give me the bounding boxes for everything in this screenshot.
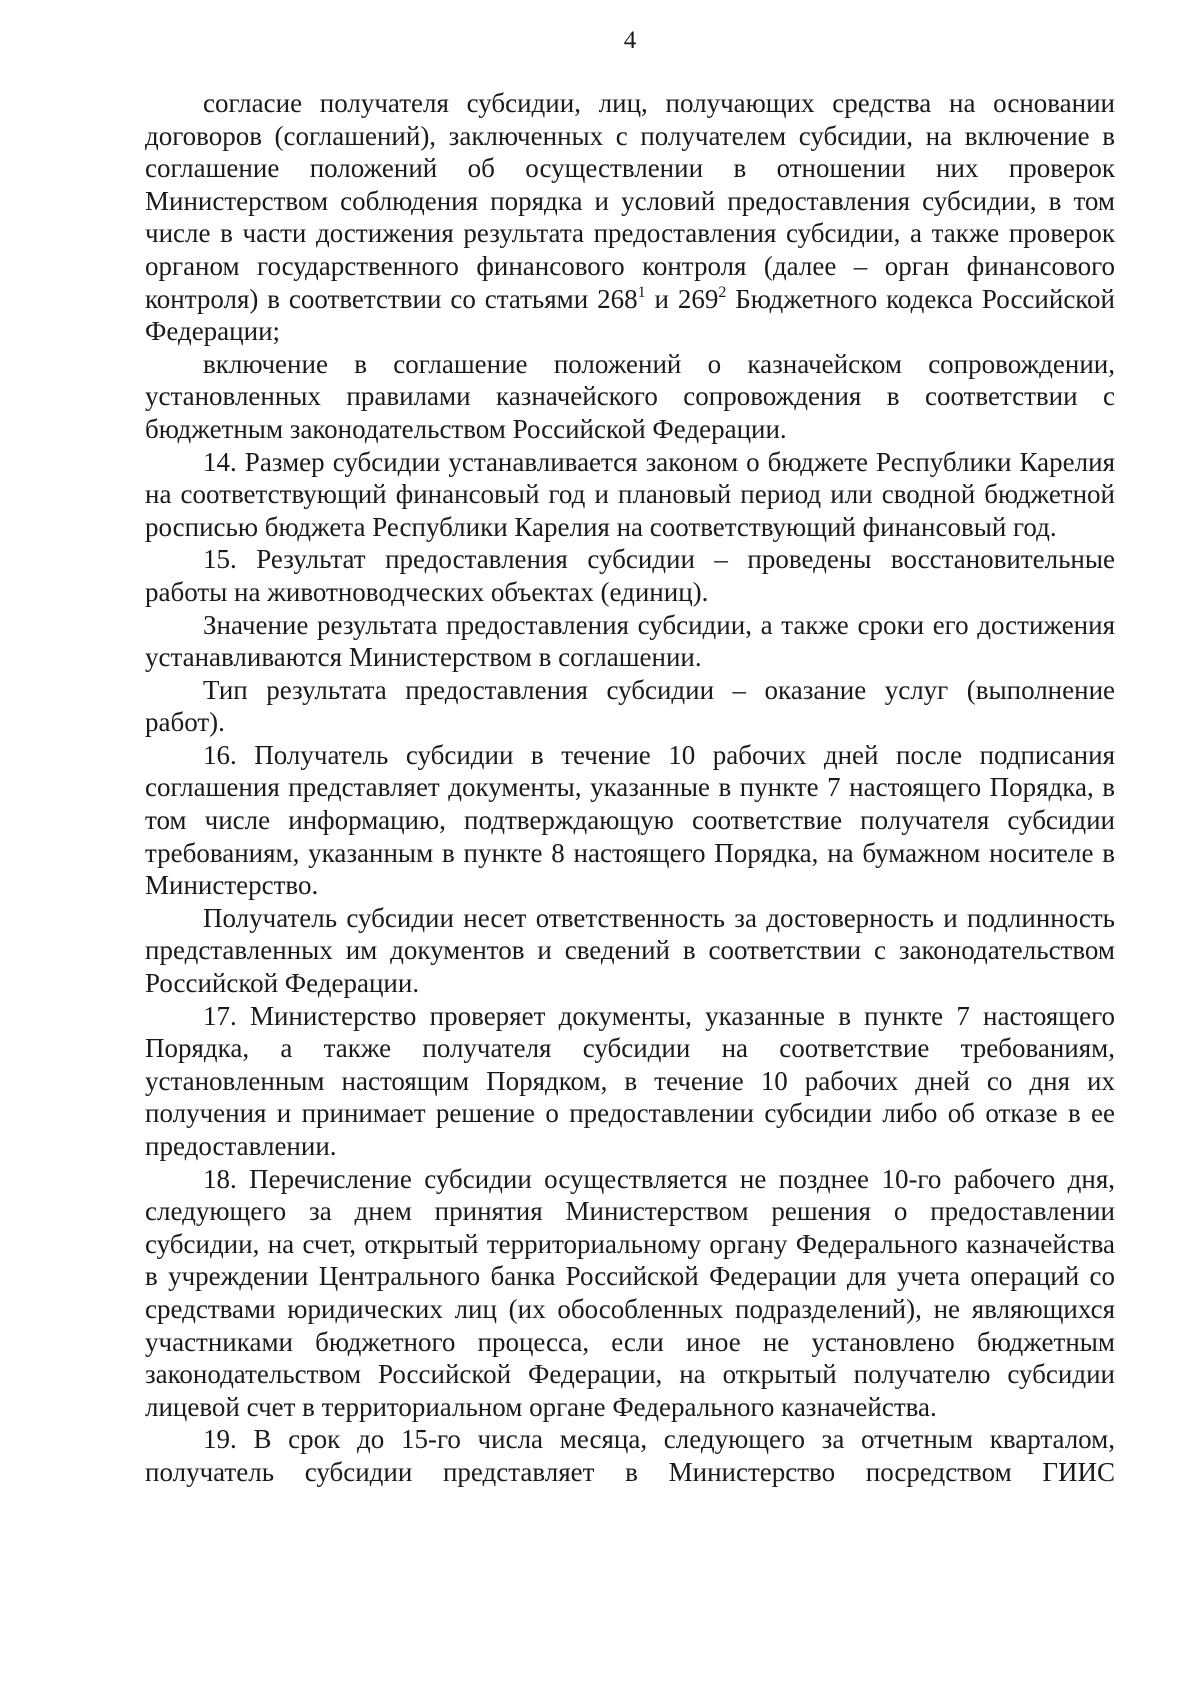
footnote-superscript: 1 (637, 283, 646, 301)
paragraph-text: 18. Перечисление субсидии осуществляется не позднее 10-го рабочего дня, следующего за днем принятия Министерством решения о предоставлении субсидии, на счет, открытый территориальному органу Федерального казначейства в учреждении Центрального банка Российской Федерации для учета операций со средствами юридических лиц (их обособленных подразделений), не являющихся участниками бюджетного процесса, если иное не установлено бюджетным законодательством Российской Федерации, на открытый получателю субсидии лицевой счет в территориальном органе Федерального казначейства. (145, 1163, 1115, 1422)
paragraph (145, 446, 1115, 544)
paragraph (145, 348, 1115, 446)
paragraph (145, 1423, 1115, 1488)
paragraph-text: и 269 (645, 283, 719, 314)
paragraph-text: включение в соглашение положений о казначейском сопровождении, установленных правилами казначейского сопровождения в соответствии с бюджетным законодательством Российской Федерации. (145, 348, 1115, 444)
paragraph-text: Бюджетного кодекса Российской Федерации; (145, 283, 1115, 347)
paragraph-text: Получатель субсидии несет ответственность за достоверность и подлинность представленных им документов и сведений в соответствии с законодательством Российской Федерации. (145, 902, 1115, 999)
paragraph-text: согласие получателя субсидии, лиц, получающих средства на основании договоров (соглашений), заключенных с получателем субсидии, на включение в соглашение положений об осуществлении в отношении них проверок Министерством соблюдения порядка и условий предоставления субсидии, в том числе в части достижения результата предоставления субсидии, а также проверок органом государственного финансового контроля (далее – орган финансового контроля) в соответствии со статьями 268 (145, 88, 1115, 314)
paragraph (145, 87, 1115, 348)
paragraph-text: 17. Министерство проверяет документы, указанные в пункте 7 настоящего Порядка, а также получателя субсидии на соответствие требованиям, установленным настоящим Порядком, в течение 10 рабочих дней со дня их получения и принимает решение о предоставлении субсидии либо об отказе в ее предоставлении. (145, 1000, 1115, 1161)
paragraph-text: Значение результата предоставления субсидии, а также сроки его достижения устанавливаются Министерством в соглашении. (145, 609, 1115, 673)
paragraph (145, 739, 1115, 902)
paragraph-text: 16. Получатель субсидии в течение 10 рабочих дней после подписания соглашения представляет документы, указанные в пункте 7 настоящего Порядка, в том числе информацию, подтверждающую соответствие получателя субсидии требованиям, указанным в пункте 8 настоящего Порядка, на бумажном носителе в Министерство. (145, 739, 1115, 901)
paragraph (145, 902, 1115, 1000)
paragraph-text: 19. В срок до 15-го числа месяца, следующего за отчетным кварталом, получатель субсидии представляет в Министерство посредством ГИИС (145, 1424, 1115, 1487)
paragraph (145, 1163, 1115, 1424)
paragraph (145, 543, 1115, 608)
page-number: 4 (623, 27, 637, 54)
paragraph-text: 14. Размер субсидии устанавливается законом о бюджете Республики Карелия на соответствующий финансовый год и плановый период или сводной бюджетной росписью бюджета Республики Карелия на соответствующий финансовый год. (145, 446, 1115, 542)
document-body (145, 87, 1115, 1489)
paragraph (145, 674, 1115, 739)
paragraph-text: 15. Результат предоставления субсидии – проведены восстановительные работы на животноводческих объектах (единиц). (145, 544, 1115, 607)
paragraph (145, 609, 1115, 674)
paragraph (145, 1000, 1115, 1163)
paragraph-text: Тип результата предоставления субсидии – оказание услуг (выполнение работ). (145, 674, 1115, 738)
footnote-superscript: 2 (718, 283, 727, 301)
